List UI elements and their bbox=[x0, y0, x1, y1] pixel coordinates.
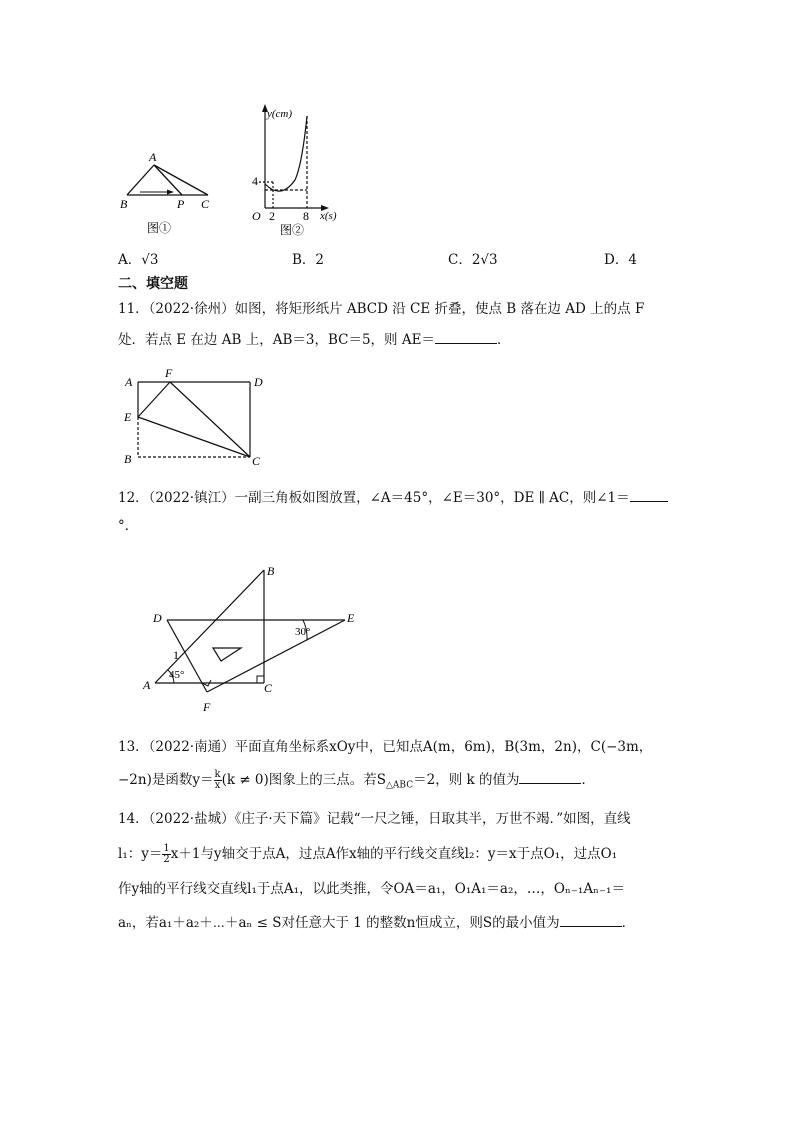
q13-line-1: 13．（2022·南通）平面直角坐标系xOy中，已知点A(m，6m)，B(3m，2n)，C(−3m， bbox=[118, 739, 653, 755]
q10-option-a: A．√3 bbox=[118, 252, 159, 268]
q12-label-angle-1: 1 bbox=[173, 648, 179, 662]
q11-figure bbox=[118, 365, 278, 470]
q12-label-f: F bbox=[203, 700, 211, 714]
q12-line-1: 12．（2022·镇江）一副三角板如图放置，∠A＝45°，∠E＝30°，DE ∥ AC，则∠1＝ bbox=[118, 487, 668, 509]
q10-label-b: B bbox=[120, 197, 128, 211]
q10-origin-label: O bbox=[252, 209, 261, 223]
section-title: 二、填空题 bbox=[118, 276, 188, 292]
q10-caption-2: 图② bbox=[280, 223, 305, 237]
q11-line-1: 11．（2022·徐州）如图，将矩形纸片 ABCD 沿 CE 折叠，使点 B 落在边 AD 上的点 F bbox=[118, 301, 645, 317]
q10-label-c: C bbox=[201, 197, 210, 211]
q10-x-axis-label: x(s) bbox=[320, 210, 337, 222]
q10-option-b: B．2 bbox=[292, 252, 325, 268]
q11-label-b: B bbox=[124, 452, 132, 466]
q12-label-30: 30° bbox=[295, 626, 311, 638]
q12-label-c: C bbox=[264, 681, 273, 695]
q11-label-e: E bbox=[124, 410, 132, 424]
q10-tick-y-4: 4 bbox=[252, 174, 258, 188]
q12-label-b: B bbox=[267, 564, 275, 578]
q14-fraction: $\frac{1}{2}$ bbox=[163, 843, 170, 865]
q14-answer-blank[interactable] bbox=[560, 912, 622, 927]
q11-label-a: A bbox=[125, 375, 133, 389]
q14-line-1: 14．（2022·盐城）《庄子·天下篇》记载“一尺之锤，日取其半，万世不竭．”如图，直线 bbox=[118, 811, 631, 827]
q12-label-e: E bbox=[347, 611, 355, 625]
q12-figure bbox=[135, 560, 365, 720]
q13-fraction: $\frac{k}{x}$ bbox=[214, 769, 221, 791]
q10-figure-2 bbox=[245, 100, 355, 240]
q10-label-p: P bbox=[177, 197, 185, 211]
q10-tick-x-2: 2 bbox=[269, 209, 275, 223]
q10-label-a: A bbox=[149, 150, 157, 164]
q10-tick-x-8: 8 bbox=[303, 209, 309, 223]
q10-caption-1: 图① bbox=[147, 221, 172, 235]
q11-label-d: D bbox=[254, 375, 263, 389]
q11-label-f: F bbox=[165, 366, 173, 380]
q11-line-2: 处．若点 E 在边 AB 上，AB＝3，BC＝5，则 AE＝ ． bbox=[118, 329, 510, 351]
q12-label-d: D bbox=[153, 611, 162, 625]
q13-answer-blank[interactable] bbox=[519, 769, 581, 784]
q14-line-3: 作y轴的平行线交直线l₁于点A₁，以此类推，令OA＝a₁，O₁A₁＝a₂，…，Oₙ₋₁Aₙ₋₁＝ bbox=[118, 881, 625, 897]
q10-option-c: C．2√3 bbox=[448, 252, 498, 268]
q10-option-d: D．4 bbox=[604, 252, 637, 268]
q12-line-2: °． bbox=[118, 518, 139, 534]
q14-line-4: aₙ，若a₁＋a₂＋⋯＋aₙ ≤ S对任意大于 1 的整数n恒成立，则S的最小值为 ． bbox=[118, 912, 635, 934]
q10-figure-1 bbox=[110, 145, 220, 240]
q12-label-a: A bbox=[143, 678, 151, 692]
q12-answer-blank[interactable] bbox=[630, 487, 668, 502]
q13-line-2: −2n)是函数y＝ $\frac{k}{x}$ (k ≠ 0)图象上的三点。若$S_{\triangle ABC}=2$，则 k 的值为 ． bbox=[118, 769, 595, 791]
q10-y-axis-label: y(cm) bbox=[267, 108, 293, 120]
q12-label-45: 45° bbox=[169, 669, 185, 681]
q11-answer-blank[interactable] bbox=[435, 329, 497, 344]
q11-label-c: C bbox=[252, 454, 261, 468]
q14-line-2: l₁：y＝ $\frac{1}{2}$ x＋1与y轴交于点A，过点A作x轴的平行线交直线l₂：y＝x于点O₁，过点O₁ bbox=[118, 843, 618, 865]
